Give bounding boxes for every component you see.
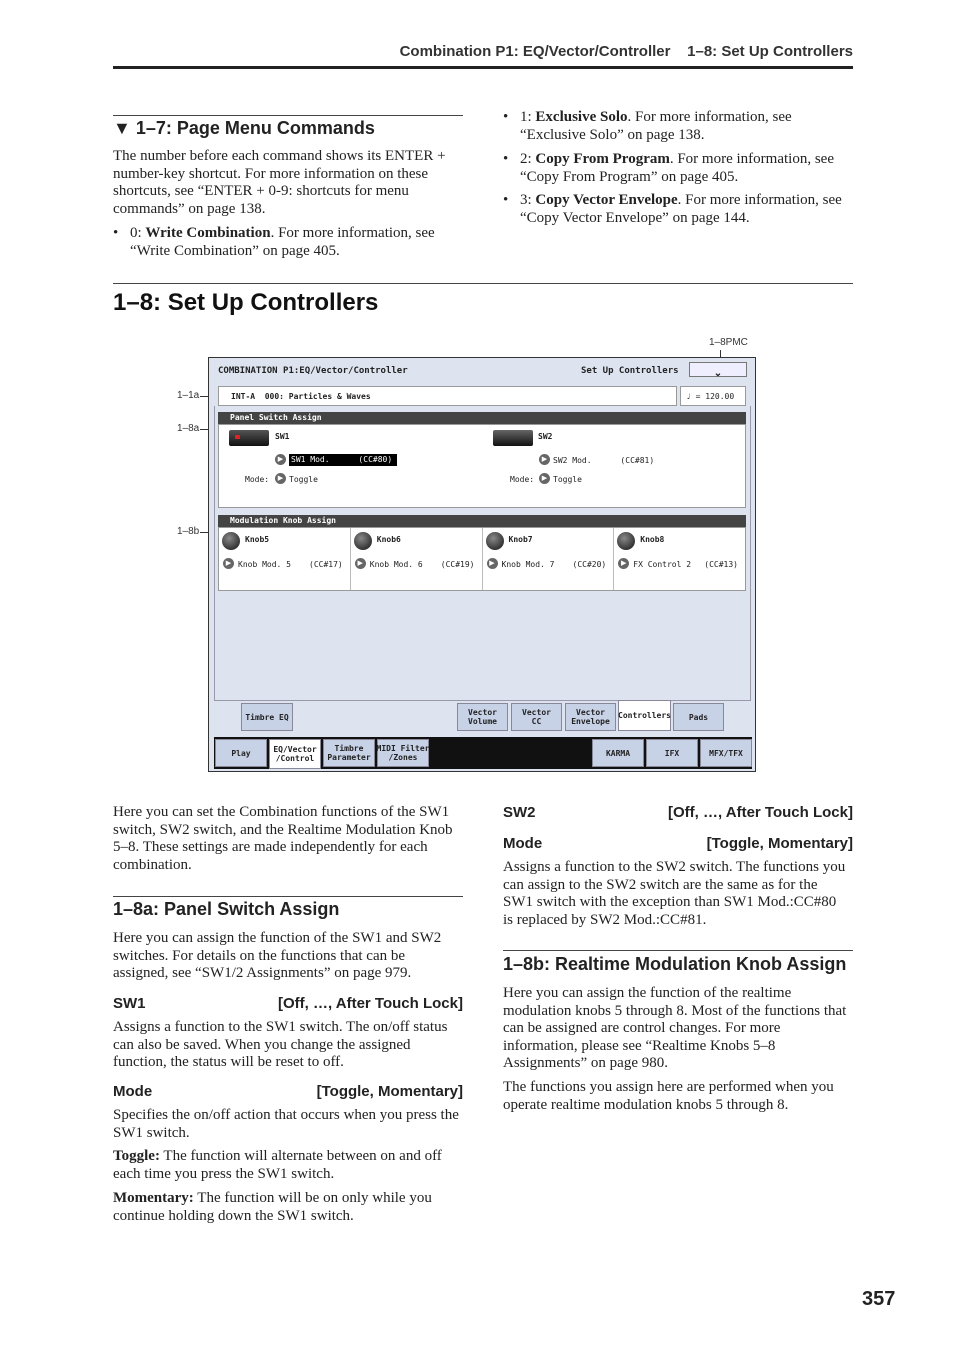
tab-play[interactable]: Play [215,739,267,767]
popup-arrow-icon[interactable]: ▶ [487,558,498,569]
command-number: 1: [520,109,536,125]
param-sw1 [113,995,463,1012]
tab-timbre-eq[interactable]: Timbre EQ [241,703,293,731]
section-rule [503,950,853,951]
header-rule [113,66,853,69]
popup-arrow-icon[interactable]: ▶ [618,558,629,569]
command-number: 3: [520,192,536,208]
sw1-switch-image[interactable] [229,430,269,446]
command-name: Exclusive Solo [535,109,628,125]
tab-timbre-parameter[interactable]: Timbre Parameter [323,739,375,767]
knob-column [351,528,483,590]
menu-command-item: • 0: Write Combination. For more information, see “Write Combination” on page 405. [113,225,435,259]
section-1-8a-text: Here you can assign the function of the SW1 and SW2 switches. For details on the functions that can be assigned, see “SW1/2 Assignments” on page 979. [113,930,442,982]
section-heading-1-8b: 1–8b: Realtime Modulation Knob Assign [503,954,847,974]
param-range: [Off, …, After Touch Lock] [278,995,463,1012]
knob-icon[interactable] [222,532,240,550]
param-name: Mode [503,835,543,852]
page-menu-button[interactable] [689,362,747,377]
callout-1-1a: 1–1a [177,390,200,401]
popup-arrow-icon[interactable]: ▶ [275,473,286,484]
knob-column [483,528,615,590]
param-sw2 [503,804,853,821]
menu-command-item: • 1: Exclusive Solo. For more information, see “Exclusive Solo” on page 138. [503,109,792,143]
param-name: Mode [113,1083,153,1100]
section-1-8b-text-2: The functions you assign here are performed when you operate realtime modulation knobs 5 through 8. [503,1079,834,1113]
tab-mfx-tfx[interactable]: MFX/TFX [700,739,752,767]
program-select[interactable] [218,386,677,406]
tab-eq-vector-control[interactable]: EQ/Vector /Control [269,739,321,769]
tab-controllers[interactable]: Controllers [618,700,671,731]
page-name: Set Up Controllers [581,366,679,376]
knob-cc: (CC#13) [704,560,738,569]
sw2-switch-image[interactable] [493,430,533,446]
intro-paragraph: Here you can set the Combination functions of the SW1 switch, SW2 switch, and the Realtime Modulation Knob 5–8. These settings are made independently for each combination. [113,804,453,873]
tab-midi-filter-zones[interactable]: MIDI Filter /Zones [377,739,429,767]
screen-title: COMBINATION P1:EQ/Vector/Controller [218,366,408,376]
command-number: 2: [520,151,536,167]
program-name: INT-A 000: Particles & Waves [231,392,371,401]
popup-arrow-icon[interactable]: ▶ [539,473,550,484]
tab-ifx[interactable]: IFX [646,739,698,767]
sw1-mode-label: Mode: [245,475,270,484]
panel-switch-bar: Panel Switch Assign [218,412,746,424]
tempo-field[interactable] [680,386,746,406]
knob-column [614,528,745,590]
term-toggle: Toggle: [113,1148,160,1164]
command-name: Copy Vector Envelope [535,192,678,208]
momentary-description [113,1190,463,1225]
section-rule [113,115,463,116]
param-mode-2 [503,835,853,852]
menu-command-item: • 3: Copy Vector Envelope. For more information, see “Copy Vector Envelope” on page 144. [503,192,842,226]
knob-label: Knob6 [376,535,401,544]
param-range: [Toggle, Momentary] [706,835,853,852]
knob-icon[interactable] [617,532,635,550]
callout-1-8b: 1–8b [177,526,200,537]
command-name: Copy From Program [535,151,670,167]
popup-arrow-icon[interactable]: ▶ [223,558,234,569]
knob-label: Knob5 [245,535,270,544]
toggle-description [113,1148,463,1183]
knob-function[interactable]: Knob Mod. 7 [501,560,555,569]
sw2-description: Assigns a function to the SW2 switch. The functions you can assign to the SW2 switch are the same as for the SW1 switch with the exception than SW1 Mod.:CC#80 is replaced by SW2 Mod.:CC#81. [503,859,846,928]
command-desc: . For more information, see “Copy Vector Envelope” on page 144. [520,192,842,226]
toggle-text: The function will alternate between on and off each time you press the SW1 switch. [113,1148,442,1182]
section-rule [113,896,463,897]
popup-arrow-icon[interactable]: ▶ [275,454,286,465]
section-heading-1-8a: 1–8a: Panel Switch Assign [113,899,340,919]
knob-assign-bar: Modulation Knob Assign [218,515,746,527]
section-1-8b-text-1: Here you can assign the function of the realtime modulation knobs 5 through 8. Most of the functions that can be assigned are control changes. For more information, please see “Realtime Knobs 5–8 Assignments” on page 980. [503,985,847,1072]
knob-cc: (CC#19) [440,560,475,569]
page-number: 357 [862,1288,896,1310]
sw1-function-select[interactable]: SW1 Mod. (CC#80) [289,454,397,466]
param-range: [Toggle, Momentary] [316,1083,463,1100]
tab-pads[interactable]: Pads [673,703,724,731]
tab-vector-envelope[interactable]: Vector Envelope [565,703,616,731]
command-name: Write Combination [145,225,271,241]
knob-cc: (CC#17) [309,560,343,569]
knob-assign-area [218,527,746,591]
knob-function[interactable]: Knob Mod. 6 [369,560,423,569]
momentary-text: The function will be on only while you continue holding down the SW1 switch. [113,1190,432,1224]
command-desc: . For more information, see “Copy From Program” on page 405. [520,151,834,185]
param-mode [113,1083,463,1100]
tab-vector-volume[interactable]: Vector Volume [457,703,508,731]
knob-function[interactable]: FX Control 2 [633,560,692,569]
command-desc: . For more information, see “Exclusive Solo” on page 138. [520,109,792,143]
running-head: Combination P1: EQ/Vector/Controller 1–8: Set Up Controllers [399,43,853,60]
callout-1-8a: 1–8a [177,423,200,434]
knob-icon[interactable] [354,532,372,550]
section-rule [113,283,853,284]
tempo-value: ♩ = 120.00 [686,392,735,401]
knob-label: Knob7 [508,535,533,544]
sw1-description: Assigns a function to the SW1 switch. The on/off status can also be saved. When you change the assigned function, the status will be reset to off. [113,1019,448,1071]
tab-karma[interactable]: KARMA [592,739,644,767]
menu-command-item: • 2: Copy From Program. For more information, see “Copy From Program” on page 405. [503,151,834,185]
popup-arrow-icon[interactable]: ▶ [355,558,366,569]
sw1-label: SW1 [275,432,290,441]
section-heading-1-7: ▼ 1–7: Page Menu Commands [113,118,375,138]
popup-arrow-icon[interactable]: ▶ [539,454,550,465]
panel-switch-area [218,424,746,508]
sw2-mode-label: Mode: [510,475,535,484]
chevron-down-icon: ⌄ [713,368,723,379]
knob-function[interactable]: Knob Mod. 5 [238,560,291,569]
knob-column [219,528,351,590]
tab-vector-cc[interactable]: Vector CC [511,703,562,731]
param-name: SW2 [503,804,536,821]
term-momentary: Momentary: [113,1190,194,1206]
param-range: [Off, …, After Touch Lock] [668,804,853,821]
knob-label: Knob8 [640,535,665,544]
sw1-mode-select[interactable]: Toggle [289,475,318,484]
section-1-7-intro: The number before each command shows its ENTER + number-key shortcut. For more information on these shortcuts, see “ENTER + 0-9: shortcuts for menu commands” on page 138. [113,148,446,217]
sw2-function-select[interactable]: SW2 Mod. (CC#81) [553,456,655,465]
lcd-screenshot [208,357,756,772]
mode-description: Specifies the on/off action that occurs when you press the SW1 switch. [113,1107,459,1141]
sw2-label: SW2 [538,432,553,441]
callout-1-8pmc: 1–8PMC [709,337,748,348]
knob-cc: (CC#20) [572,560,607,569]
section-heading-1-8: 1–8: Set Up Controllers [113,289,379,316]
sw2-mode-select[interactable]: Toggle [553,475,582,484]
param-name: SW1 [113,995,146,1012]
knob-icon[interactable] [486,532,504,550]
command-desc: . For more information, see “Write Combination” on page 405. [130,225,435,259]
command-number: 0: [130,225,146,241]
led-indicator [235,435,240,439]
